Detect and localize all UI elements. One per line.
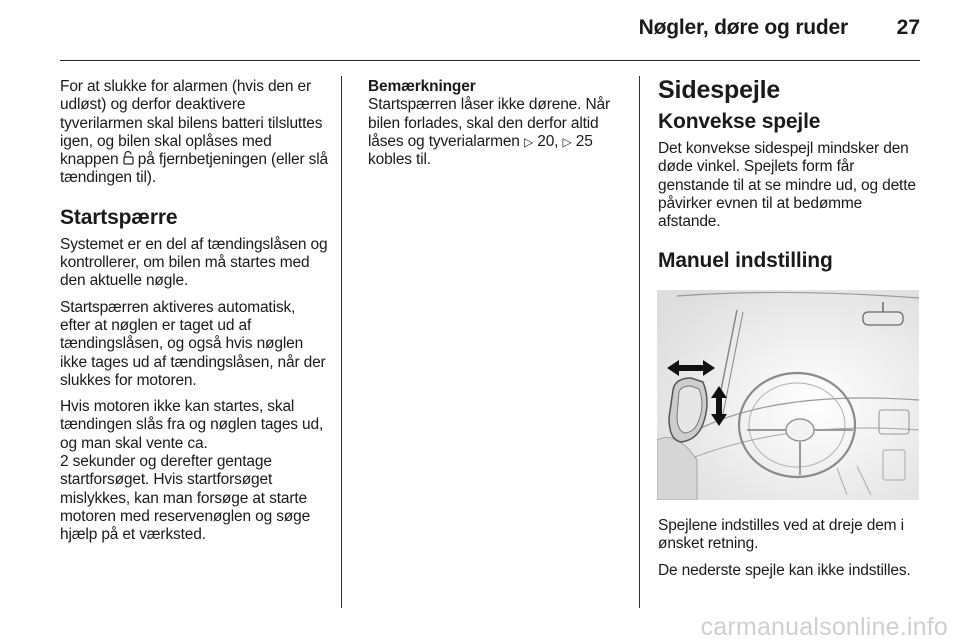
column-left bbox=[60, 78, 328, 553]
manuel-paragraph-1: Spejlene indstilles ved at dreje dem i ønsket retning. bbox=[658, 517, 904, 553]
note-heading: Bemærkninger bbox=[368, 78, 476, 95]
konvekse-heading: Konvekse spejle bbox=[658, 110, 821, 133]
note-text: Startspærren låser ikke dørene. Når bilen forlades, skal den derfor altid låses og tyverialarmen bbox=[368, 96, 610, 150]
column-right-lower bbox=[658, 517, 924, 588]
startspaerre-paragraph-3 bbox=[60, 398, 328, 544]
note-paragraph bbox=[368, 96, 626, 169]
column-middle bbox=[368, 78, 626, 177]
note-text-tail: kobles til. bbox=[368, 151, 431, 169]
page-reference-2[interactable]: 25 bbox=[575, 132, 593, 150]
mirror-adjustment-illustration bbox=[657, 290, 919, 500]
reference-separator: , bbox=[554, 132, 559, 150]
startspaerre-paragraph-1: Systemet er en del af tændingslåsen og kontrollerer, om bilen må startes med den aktuelle nøgle. bbox=[60, 235, 328, 290]
page-reference-icon: ▷ bbox=[523, 134, 534, 149]
page-number: 27 bbox=[896, 16, 920, 39]
unlock-icon bbox=[123, 151, 138, 168]
watermark: carmanualsonline.info bbox=[700, 613, 948, 641]
page-header bbox=[60, 0, 920, 61]
column-divider-left bbox=[341, 76, 342, 608]
column-right bbox=[658, 76, 924, 287]
section-title: Nøgler, døre og ruder bbox=[638, 16, 848, 39]
dashboard-drawing bbox=[657, 290, 919, 500]
manuel-heading: Manuel indstilling bbox=[658, 249, 833, 273]
startspaerre-paragraph-2: Startspærren aktiveres automatisk, efter at nøglen er taget ud af tændingslåsen, og også hvis nøglen ikke tages ud af tændingslåsen, når der slukkes for motoren. bbox=[60, 298, 326, 389]
alarm-text: For at slukke for alarmen (hvis den er udløst) og derfor deaktivere tyverilarmen skal bilens batteri tilsluttes igen, og bilen skal oplåses med knappen bbox=[60, 78, 323, 169]
startspaerre-heading: Startspærre bbox=[60, 205, 178, 229]
column-divider-right bbox=[639, 76, 640, 608]
page-reference-icon: ▷ bbox=[562, 134, 572, 149]
alarm-text-tail: på fjernbetjeningen (eller slå tændingen til). bbox=[60, 151, 329, 187]
startspaerre-paragraph-3a: Hvis motoren ikke kan startes, skal tændingen slås fra og nøglen tages ud, og man skal vente ca. bbox=[60, 398, 324, 452]
sidespejle-heading: Sidespejle bbox=[658, 76, 781, 104]
konvekse-paragraph: Det konvekse sidespejl mindsker den døde vinkel. Spejlets form får genstande til at se mindre ud, og dette påvirker evnen til at bedømme afstande. bbox=[658, 140, 916, 231]
startspaerre-paragraph-3b: 2 sekunder og derefter gentage startforsøget. Hvis startforsøget mislykkes, kan man forsøge at starte motoren med reservenøglen og søge hjælp på et værksted. bbox=[60, 453, 311, 544]
manuel-paragraph-2: De nederste spejle kan ikke indstilles. bbox=[658, 561, 911, 579]
alarm-paragraph bbox=[60, 78, 328, 188]
page-reference-1[interactable]: 20 bbox=[537, 132, 555, 150]
